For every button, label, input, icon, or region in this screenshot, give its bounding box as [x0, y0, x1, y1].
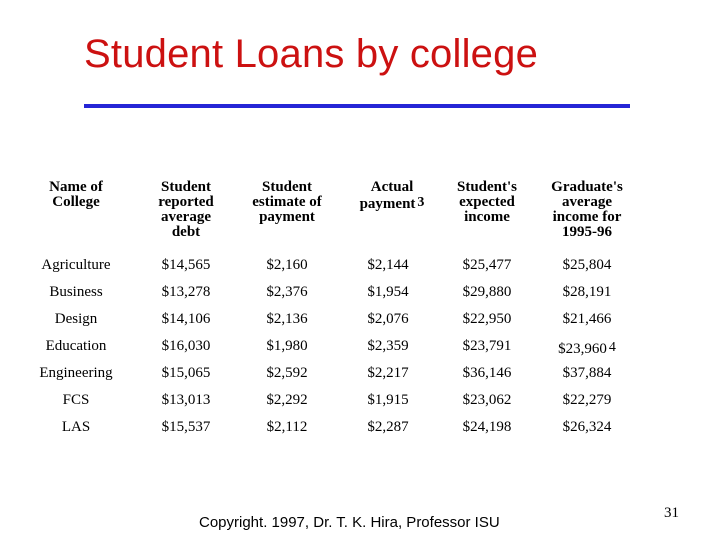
title-underline	[84, 104, 630, 108]
cell-college: Agriculture	[41, 257, 111, 273]
cell-actual-payment: $2,217	[367, 365, 409, 381]
cell-graduate-income: $22,279	[562, 392, 612, 408]
footnote-marker-4: 4	[608, 340, 616, 355]
cell-reported-debt: $14,106	[161, 311, 211, 327]
copyright-notice: Copyright. 1997, Dr. T. K. Hira, Professor ISU	[199, 514, 500, 531]
cell-reported-debt: $14,565	[161, 257, 211, 273]
header-college: Name of College	[49, 179, 103, 210]
table-row	[0, 311, 720, 331]
table-row	[0, 338, 720, 358]
cell-expected-income: $23,791	[462, 338, 512, 354]
cell-estimate-payment: $2,592	[266, 365, 308, 381]
table-row	[0, 419, 720, 439]
cell-college: LAS	[61, 419, 91, 435]
table-row	[0, 392, 720, 412]
cell-reported-debt: $15,537	[161, 419, 211, 435]
cell-college: Business	[49, 284, 103, 300]
cell-graduate-income	[545, 340, 629, 358]
table-row	[0, 257, 720, 277]
cell-actual-payment: $1,915	[367, 392, 409, 408]
cell-college: Engineering	[39, 365, 113, 381]
header-actual-payment-label: Actual payment	[359, 179, 416, 212]
cell-estimate-payment: $2,112	[266, 419, 308, 435]
cell-estimate-payment: $2,376	[266, 284, 308, 300]
header-expected-income: Student's expected income	[456, 179, 518, 225]
header-graduate-income: Graduate's average income for 1995-96	[551, 179, 623, 240]
cell-expected-income: $23,062	[462, 392, 512, 408]
cell-graduate-income: $26,324	[562, 419, 612, 435]
cell-expected-income: $24,198	[462, 419, 512, 435]
cell-expected-income: $25,477	[462, 257, 512, 273]
cell-graduate-income: $28,191	[562, 284, 612, 300]
cell-graduate-income: $37,884	[562, 365, 612, 381]
footnote-marker-3: 3	[417, 195, 425, 210]
cell-college: FCS	[62, 392, 90, 408]
cell-estimate-payment: $2,136	[266, 311, 308, 327]
cell-reported-debt: $16,030	[161, 338, 211, 354]
cell-actual-payment: $2,287	[367, 419, 409, 435]
cell-graduate-income: $25,804	[562, 257, 612, 273]
header-actual-payment	[342, 180, 442, 212]
table-row	[0, 284, 720, 304]
cell-reported-debt: $13,013	[161, 392, 211, 408]
cell-actual-payment: $1,954	[367, 284, 409, 300]
cell-expected-income: $36,146	[462, 365, 512, 381]
cell-estimate-payment: $1,980	[266, 338, 308, 354]
cell-expected-income: $29,880	[462, 284, 512, 300]
graduate-income-value: $23,960	[558, 341, 607, 357]
cell-actual-payment: $2,359	[367, 338, 409, 354]
cell-expected-income: $22,950	[462, 311, 512, 327]
page-number: 31	[664, 505, 679, 521]
cell-estimate-payment: $2,160	[266, 257, 308, 273]
cell-actual-payment: $2,144	[367, 257, 409, 273]
cell-graduate-income: $21,466	[562, 311, 612, 327]
cell-actual-payment: $2,076	[367, 311, 409, 327]
cell-college: Education	[45, 338, 107, 354]
table-row	[0, 365, 720, 385]
header-estimate-payment: Student estimate of payment	[252, 179, 322, 225]
cell-estimate-payment: $2,292	[266, 392, 308, 408]
slide-title: Student Loans by college	[84, 32, 539, 76]
cell-reported-debt: $13,278	[161, 284, 211, 300]
header-reported-debt: Student reported average debt	[158, 179, 214, 240]
cell-college: Design	[54, 311, 98, 327]
cell-reported-debt: $15,065	[161, 365, 211, 381]
